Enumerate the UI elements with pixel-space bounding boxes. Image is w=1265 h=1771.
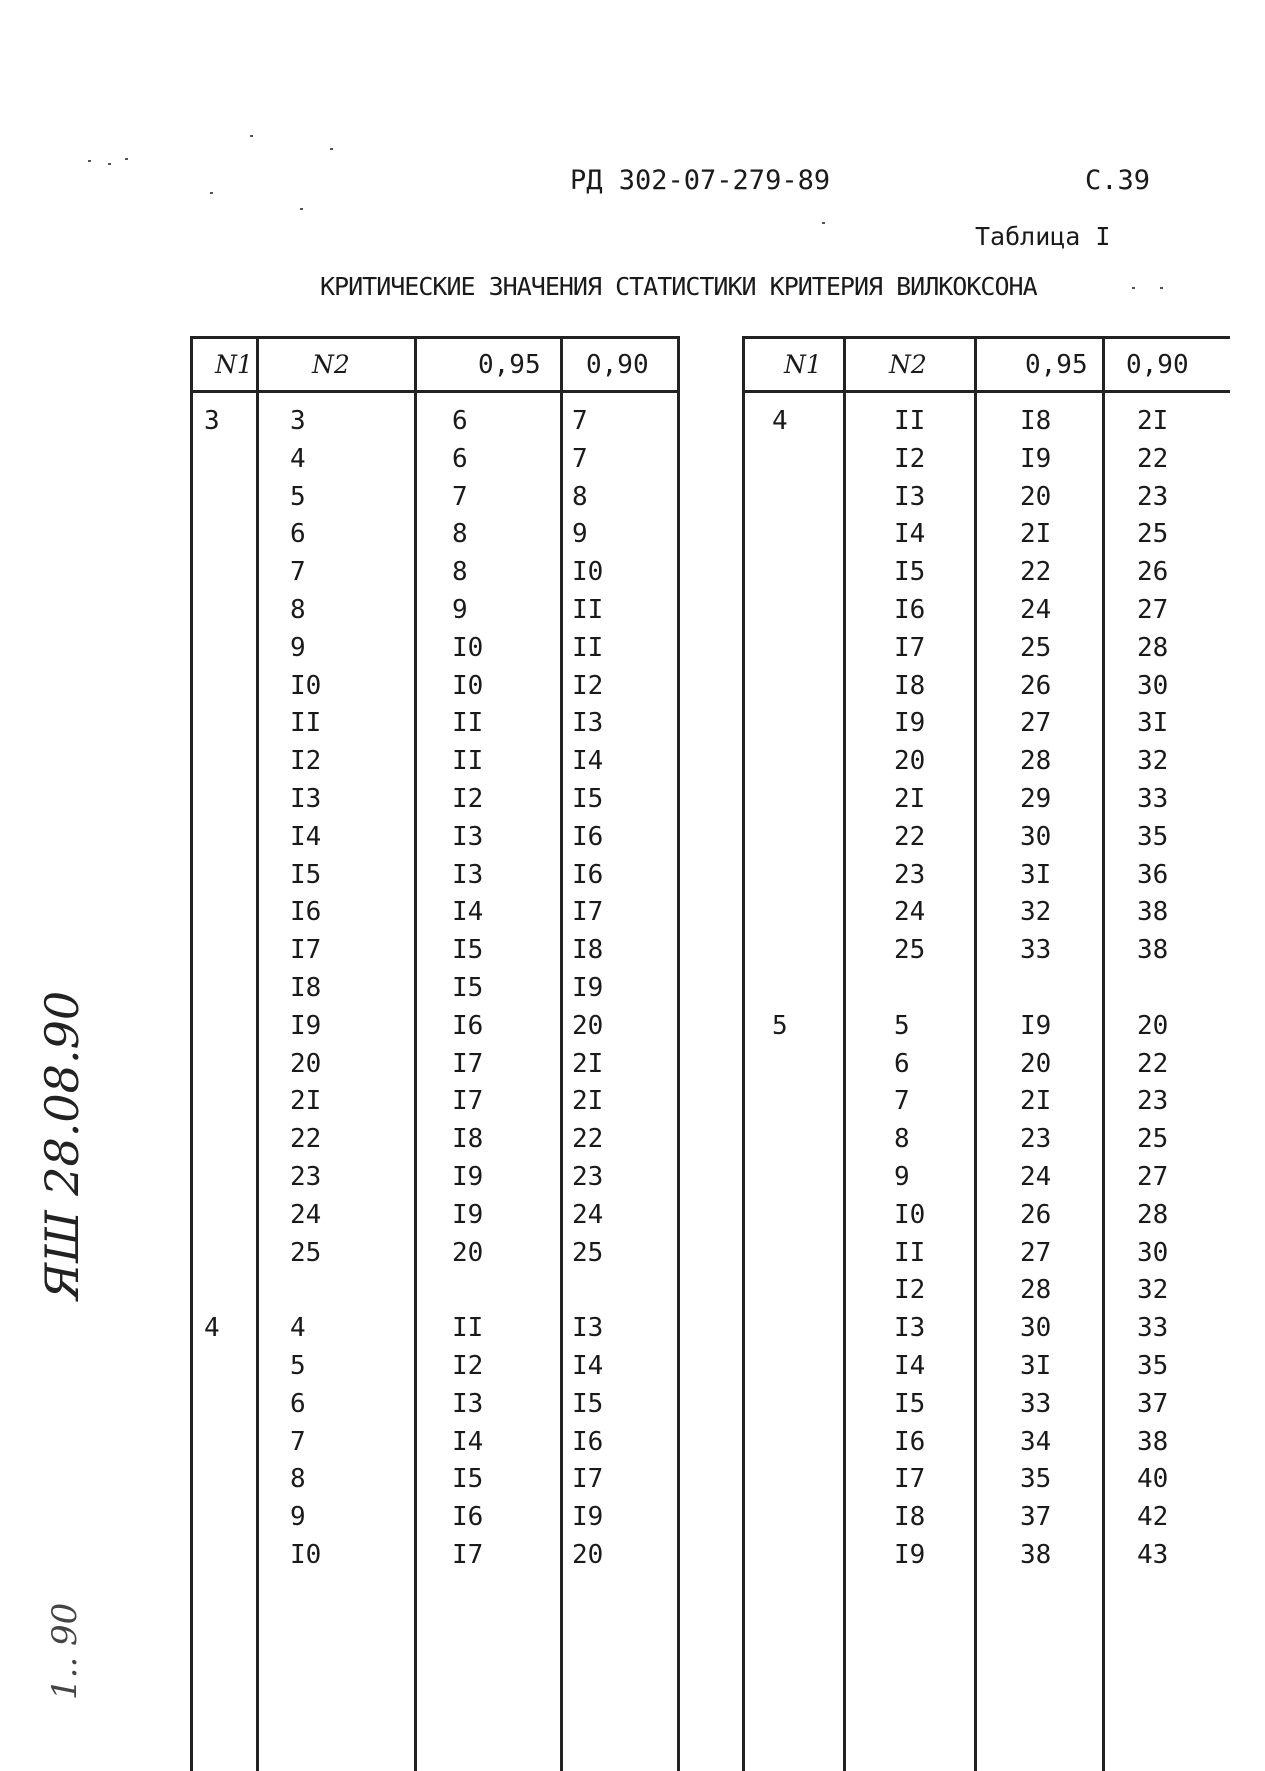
table-cell-p90: 7 — [572, 406, 588, 436]
table-cell-n2: 23 — [290, 1162, 322, 1192]
table-cell-p90: 25 — [1137, 519, 1169, 550]
table-cell-p90: I8 — [572, 935, 604, 966]
header-p90: 0,90 — [1126, 350, 1189, 380]
table-cell-n2: I7 — [290, 935, 322, 966]
document-code: РД 302-07-279-89 — [570, 165, 831, 196]
table-cell-p90: I9 — [572, 1502, 604, 1533]
table-cell-p90: I5 — [572, 1388, 604, 1419]
table-cell-n2: 8 — [290, 1464, 306, 1495]
table-cell-p95: I3 — [452, 859, 484, 890]
table-cell-n2: I6 — [894, 595, 926, 625]
table-cell-p95: 28 — [1020, 746, 1052, 777]
table-cell-n2: 5 — [894, 1010, 910, 1041]
table-border-left — [742, 336, 745, 1771]
table-cell-n2: I6 — [894, 1426, 926, 1457]
table-cell-p90: I4 — [572, 1351, 604, 1381]
table-cell-n2: 2I — [290, 1086, 322, 1117]
table-cell-p90: 35 — [1137, 1351, 1169, 1381]
table-cell-n2: I3 — [894, 1313, 926, 1344]
table-cell-n2: 7 — [894, 1086, 910, 1117]
table-cell-p95: 24 — [1020, 595, 1052, 625]
table-cell-p90: 32 — [1137, 746, 1169, 777]
table-cell-p95: 2I — [1020, 519, 1052, 550]
table-cell-n2: II — [894, 406, 926, 436]
table-cell-p90: 22 — [1137, 443, 1169, 474]
table-cell-n2: I2 — [894, 1275, 926, 1306]
table-cell-p90: 40 — [1137, 1464, 1169, 1495]
table-cell-p90: 7 — [572, 443, 588, 474]
table-cell-p95: 28 — [1020, 1275, 1052, 1306]
table-cell-p95: 9 — [452, 595, 468, 625]
table-cell-n1: 4 — [772, 406, 788, 436]
table-cell-p90: 28 — [1137, 632, 1169, 663]
table-cell-p90: 20 — [1137, 1010, 1169, 1041]
table-cell-p95: I5 — [452, 1464, 484, 1495]
right-critical-values-table — [742, 336, 1230, 1771]
table-cell-p90: 37 — [1137, 1388, 1169, 1419]
table-cell-n2: 22 — [290, 1124, 322, 1155]
page-number: С.39 — [1085, 165, 1151, 196]
table-cell-p95: I6 — [452, 1502, 484, 1533]
table-cell-p90: I3 — [572, 708, 604, 739]
table-cell-p90: I2 — [572, 670, 604, 701]
table-cell-p90: 38 — [1137, 897, 1169, 928]
table-cell-p90: 33 — [1137, 784, 1169, 814]
table-top-rule — [742, 336, 1230, 339]
header-n1: N1 — [784, 350, 822, 379]
table-cell-p90: 35 — [1137, 821, 1169, 852]
table-cell-n1: 3 — [204, 406, 220, 436]
table-label: Таблица I — [975, 222, 1111, 251]
table-cell-p90: I5 — [572, 784, 604, 814]
table-cell-p90: I4 — [572, 746, 604, 777]
table-cell-p95: I5 — [452, 935, 484, 966]
table-cell-p95: 33 — [1020, 1388, 1052, 1419]
table-cell-n1: 5 — [772, 1010, 788, 1041]
table-cell-n2: I8 — [894, 670, 926, 701]
table-cell-p90: 27 — [1137, 1162, 1169, 1192]
table-cell-n2: I2 — [290, 746, 322, 777]
scan-speck — [300, 208, 303, 210]
table-cell-p90: 23 — [572, 1162, 604, 1192]
table-cell-n2: I5 — [894, 1388, 926, 1419]
table-cell-p95: 35 — [1020, 1464, 1052, 1495]
table-cell-p95: I4 — [452, 1426, 484, 1457]
table-cell-p90: 22 — [1137, 1048, 1169, 1079]
table-cell-p90: 24 — [572, 1199, 604, 1230]
table-cell-n2: 9 — [290, 632, 306, 663]
table-cell-p90: 33 — [1137, 1313, 1169, 1344]
table-cell-n2: 3 — [290, 406, 306, 436]
table-cell-n2: I3 — [290, 784, 322, 814]
header-p95: 0,95 — [1025, 350, 1088, 380]
table-cell-p95: 30 — [1020, 821, 1052, 852]
table-cell-n2: I7 — [894, 632, 926, 663]
table-cell-p95: 33 — [1020, 935, 1052, 966]
table-cell-n2: I7 — [894, 1464, 926, 1495]
table-cell-p90: I6 — [572, 1426, 604, 1457]
table-cell-p95: 2I — [1020, 1086, 1052, 1117]
table-cell-p95: I7 — [452, 1048, 484, 1079]
table-cell-p90: 43 — [1137, 1540, 1169, 1570]
header-p90: 0,90 — [586, 350, 649, 380]
table-cell-p90: 26 — [1137, 557, 1169, 588]
table-cell-p90: I7 — [572, 1464, 604, 1495]
table-cell-n2: 22 — [894, 821, 926, 852]
table-cell-p90: 32 — [1137, 1275, 1169, 1306]
table-cell-p95: 20 — [1020, 1048, 1052, 1079]
header-n2: N2 — [889, 350, 927, 379]
left-critical-values-table — [190, 336, 680, 1771]
table-cell-p95: 7 — [452, 481, 468, 512]
table-cell-p95: 26 — [1020, 1199, 1052, 1230]
scan-speck — [250, 135, 253, 137]
column-divider — [414, 336, 417, 1771]
table-cell-n2: II — [290, 708, 322, 739]
table-cell-p95: 6 — [452, 443, 468, 474]
table-cell-p95: I9 — [1020, 443, 1052, 474]
table-cell-p90: 3I — [1137, 708, 1169, 739]
table-cell-n2: 7 — [290, 557, 306, 588]
table-cell-p95: 6 — [452, 406, 468, 436]
table-cell-p95: 32 — [1020, 897, 1052, 928]
table-cell-n1: 4 — [204, 1313, 220, 1344]
handwritten-signature: ЯШ 28.08.90 — [35, 990, 89, 1300]
table-cell-p95: I4 — [452, 897, 484, 928]
table-cell-n2: I8 — [290, 973, 322, 1003]
table-cell-p95: 3I — [1020, 1351, 1052, 1381]
table-cell-n2: I4 — [894, 519, 926, 550]
table-cell-p95: 8 — [452, 519, 468, 550]
table-cell-p95: 8 — [452, 557, 468, 588]
table-cell-p95: 26 — [1020, 670, 1052, 701]
table-cell-p90: 30 — [1137, 1237, 1169, 1268]
table-cell-p90: I6 — [572, 859, 604, 890]
table-cell-p90: 8 — [572, 481, 588, 512]
table-cell-p95: I5 — [452, 973, 484, 1003]
header-n2: N2 — [312, 350, 350, 379]
table-cell-p95: I7 — [452, 1086, 484, 1117]
table-cell-n2: 7 — [290, 1426, 306, 1457]
table-cell-p90: 30 — [1137, 670, 1169, 701]
table-cell-p95: I9 — [1020, 1010, 1052, 1041]
table-cell-n2: I9 — [290, 1010, 322, 1041]
table-cell-p95: II — [452, 1313, 484, 1344]
scan-speck — [125, 158, 128, 160]
table-cell-n2: I9 — [894, 708, 926, 739]
table-cell-p95: I3 — [452, 1388, 484, 1419]
header-n1: N1 — [215, 350, 253, 379]
scan-speck — [88, 160, 91, 162]
column-divider — [843, 336, 846, 1771]
table-cell-p95: 38 — [1020, 1540, 1052, 1570]
table-cell-n2: I2 — [894, 443, 926, 474]
table-cell-n2: 24 — [894, 897, 926, 928]
table-cell-n2: 20 — [290, 1048, 322, 1079]
table-cell-p95: I0 — [452, 632, 484, 663]
table-cell-n2: I5 — [290, 859, 322, 890]
table-cell-n2: 6 — [290, 1388, 306, 1419]
table-cell-p90: 25 — [1137, 1124, 1169, 1155]
table-cell-p95: 27 — [1020, 708, 1052, 739]
table-cell-p90: 2I — [572, 1086, 604, 1117]
table-cell-p95: 37 — [1020, 1502, 1052, 1533]
table-cell-p95: I2 — [452, 784, 484, 814]
table-cell-p90: I0 — [572, 557, 604, 588]
table-cell-n2: I0 — [894, 1199, 926, 1230]
table-cell-n2: II — [894, 1237, 926, 1268]
table-cell-p95: 29 — [1020, 784, 1052, 814]
column-divider — [560, 336, 563, 1771]
table-cell-p90: 38 — [1137, 1426, 1169, 1457]
table-cell-p90: II — [572, 632, 604, 663]
table-cell-n2: 6 — [290, 519, 306, 550]
table-cell-n2: 25 — [290, 1237, 322, 1268]
table-cell-n2: I9 — [894, 1540, 926, 1570]
table-cell-p95: 25 — [1020, 632, 1052, 663]
table-cell-p90: 20 — [572, 1540, 604, 1570]
table-cell-n2: I8 — [894, 1502, 926, 1533]
table-cell-p95: I2 — [452, 1351, 484, 1381]
scan-speck — [1132, 287, 1135, 289]
table-cell-n2: 23 — [894, 859, 926, 890]
table-cell-p95: 3I — [1020, 859, 1052, 890]
table-cell-n2: 5 — [290, 481, 306, 512]
table-cell-n2: 9 — [894, 1162, 910, 1192]
scan-speck — [210, 192, 213, 194]
table-cell-n2: 4 — [290, 1313, 306, 1344]
header-p95: 0,95 — [478, 350, 541, 380]
table-cell-p95: I6 — [452, 1010, 484, 1041]
scan-speck — [822, 222, 825, 224]
column-divider — [256, 336, 259, 1771]
table-cell-p95: 20 — [1020, 481, 1052, 512]
table-cell-p90: 2I — [1137, 406, 1169, 436]
table-cell-p90: I6 — [572, 821, 604, 852]
table-cell-p95: II — [452, 708, 484, 739]
table-cell-p95: 20 — [452, 1237, 484, 1268]
table-cell-p90: 25 — [572, 1237, 604, 1268]
table-cell-n2: I0 — [290, 670, 322, 701]
table-cell-p90: I7 — [572, 897, 604, 928]
table-top-rule — [190, 336, 680, 339]
table-cell-p95: 23 — [1020, 1124, 1052, 1155]
table-cell-p90: 20 — [572, 1010, 604, 1041]
table-cell-p90: 2I — [572, 1048, 604, 1079]
table-cell-n2: 4 — [290, 443, 306, 474]
table-cell-n2: I4 — [894, 1351, 926, 1381]
handwritten-note: 1.. 90 — [45, 1602, 85, 1700]
table-cell-p95: I9 — [452, 1162, 484, 1192]
table-cell-n2: 5 — [290, 1351, 306, 1381]
table-cell-p90: 23 — [1137, 1086, 1169, 1117]
table-border-right — [677, 336, 680, 1771]
table-cell-p95: I8 — [452, 1124, 484, 1155]
table-cell-p95: 22 — [1020, 557, 1052, 588]
table-cell-p95: II — [452, 746, 484, 777]
scan-speck — [108, 163, 111, 165]
table-cell-p90: 36 — [1137, 859, 1169, 890]
table-cell-p90: 23 — [1137, 481, 1169, 512]
table-cell-n2: 8 — [290, 595, 306, 625]
table-cell-n2: I5 — [894, 557, 926, 588]
scan-speck — [330, 148, 333, 150]
table-cell-p95: 34 — [1020, 1426, 1052, 1457]
table-cell-n2: I4 — [290, 821, 322, 852]
table-cell-p95: 27 — [1020, 1237, 1052, 1268]
column-divider — [1102, 336, 1105, 1771]
table-cell-p90: I9 — [572, 973, 604, 1003]
table-cell-p90: 22 — [572, 1124, 604, 1155]
table-cell-p90: 38 — [1137, 935, 1169, 966]
table-cell-p90: II — [572, 595, 604, 625]
table-cell-n2: 25 — [894, 935, 926, 966]
table-cell-p90: 42 — [1137, 1502, 1169, 1533]
column-divider — [974, 336, 977, 1771]
table-cell-n2: 24 — [290, 1199, 322, 1230]
table-cell-p95: I8 — [1020, 406, 1052, 436]
table-cell-p95: I0 — [452, 670, 484, 701]
table-cell-n2: I3 — [894, 481, 926, 512]
table-cell-p95: I7 — [452, 1540, 484, 1570]
table-cell-p90: 9 — [572, 519, 588, 550]
table-cell-n2: 8 — [894, 1124, 910, 1155]
table-border-left — [190, 336, 193, 1771]
table-cell-n2: 9 — [290, 1502, 306, 1533]
table-cell-n2: 20 — [894, 746, 926, 777]
table-cell-p95: 30 — [1020, 1313, 1052, 1344]
table-header-rule — [742, 390, 1230, 393]
table-cell-p95: I3 — [452, 821, 484, 852]
table-cell-n2: 2I — [894, 784, 926, 814]
table-cell-p95: I9 — [452, 1199, 484, 1230]
table-cell-p90: I3 — [572, 1313, 604, 1344]
table-header-rule — [190, 390, 680, 393]
table-cell-n2: 6 — [894, 1048, 910, 1079]
table-cell-n2: I6 — [290, 897, 322, 928]
table-cell-p90: 28 — [1137, 1199, 1169, 1230]
table-cell-p95: 24 — [1020, 1162, 1052, 1192]
scan-speck — [1160, 287, 1163, 289]
table-cell-n2: I0 — [290, 1540, 322, 1570]
table-title: КРИТИЧЕСКИЕ ЗНАЧЕНИЯ СТАТИСТИКИ КРИТЕРИЯ ВИЛКОКСОНА — [320, 272, 1037, 301]
table-cell-p90: 27 — [1137, 595, 1169, 625]
